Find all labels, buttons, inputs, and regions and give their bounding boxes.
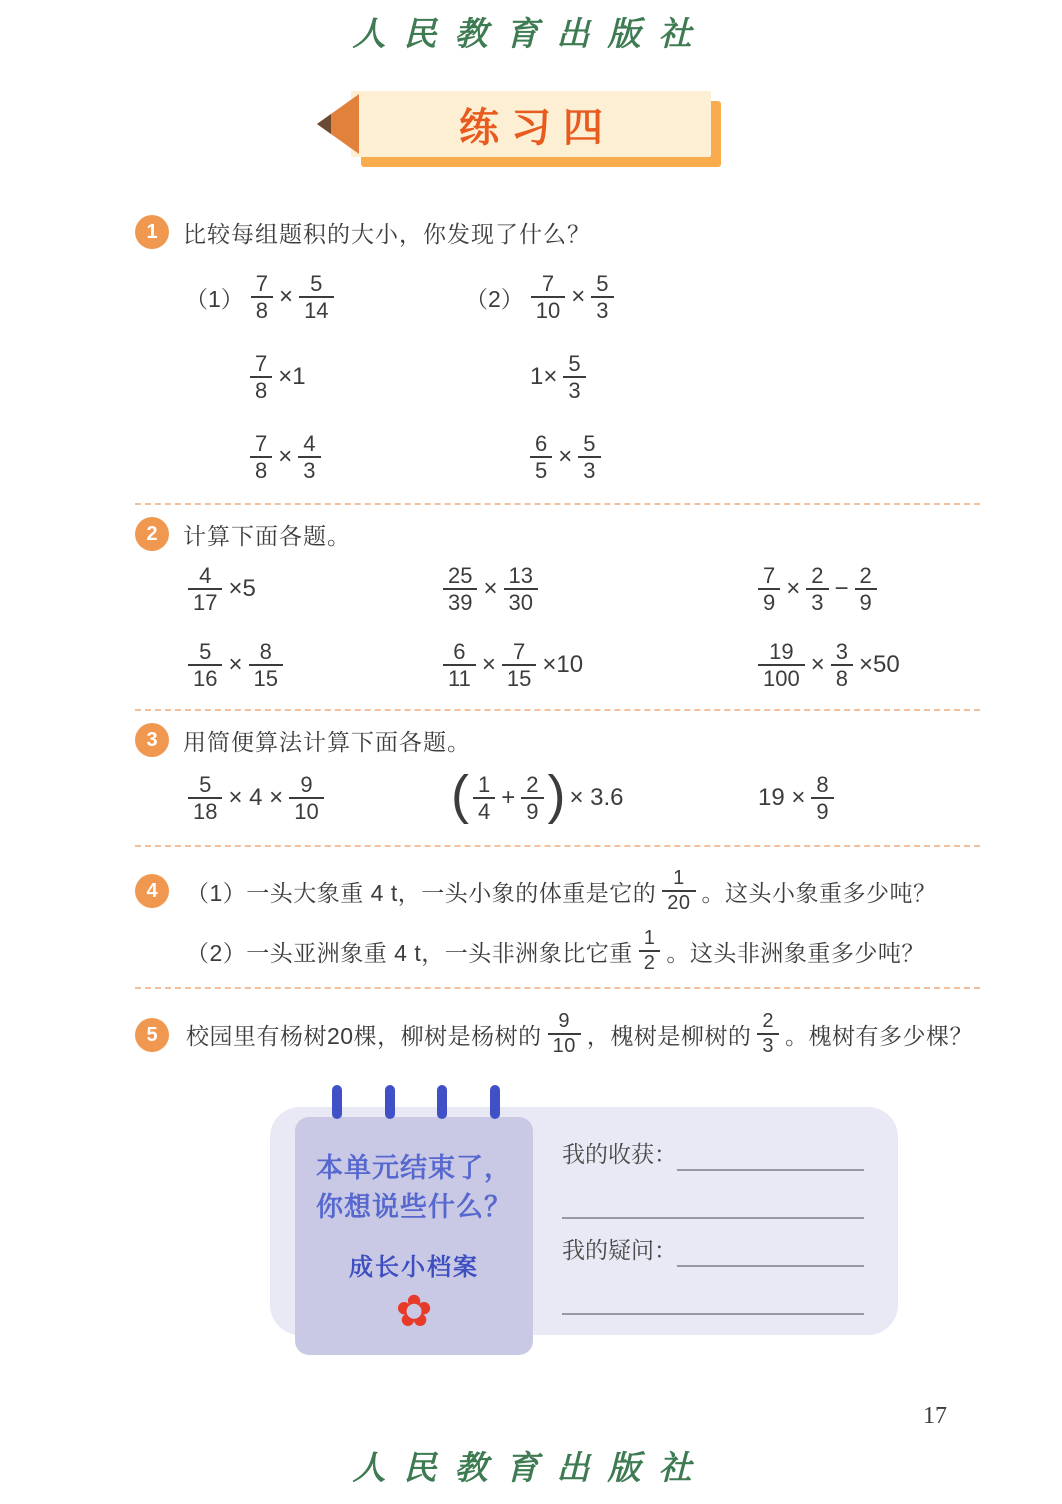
note-card-title-line-2: 你想说些什么？ (316, 1192, 512, 1223)
math-text: （1）一头大象重 4 t，一头小象的体重是它的 (186, 879, 657, 906)
fraction: $\frac{5}{14}$ (299, 271, 333, 324)
problem-4-line-1 (183, 861, 940, 921)
problem-3-badge: 3 (135, 723, 169, 757)
note-card (295, 1117, 533, 1355)
math-expression (247, 431, 324, 484)
math-text: ，槐树是柳树的 (586, 1022, 752, 1049)
fraction: $\frac{3}{8}$ (831, 639, 853, 692)
math-text: × (279, 283, 294, 310)
math-expression (527, 351, 589, 404)
fraction: $\frac{7}{8}$ (250, 351, 272, 404)
math-expression (185, 639, 286, 692)
math-text: 校园里有杨树20棵，柳树是杨树的 (186, 1022, 542, 1049)
math-text: 1× (530, 363, 558, 390)
problem-5-badge: 5 (135, 1018, 169, 1052)
fraction: $\frac{2}{9}$ (521, 772, 543, 825)
problem-3-prompt: 用简便算法计算下面各题。 (183, 728, 471, 755)
math-expression (755, 772, 837, 825)
gain-writing-line (677, 1169, 864, 1171)
math-text: 。这头非洲象重多少吨？ (666, 939, 925, 966)
math-text: ×50 (858, 651, 900, 678)
math-expression (247, 351, 309, 404)
fraction: $\frac{7}{10}$ (531, 271, 565, 324)
math-expression (527, 431, 604, 484)
note-card-title-line-1: 本单元结束了， (316, 1153, 512, 1183)
fraction: $\frac{9}{10}$ (289, 772, 323, 825)
fraction: $\frac{5}{3}$ (591, 271, 613, 324)
fraction: $\frac{6}{5}$ (530, 431, 552, 484)
problem-2 (135, 517, 980, 703)
fraction: $\frac{2}{3}$ (757, 1010, 779, 1058)
math-text: × (228, 651, 243, 678)
math-expression (440, 639, 586, 692)
fraction: $\frac{5}{16}$ (188, 639, 222, 692)
problem-3-expressions (185, 757, 980, 839)
fraction: $\frac{1}{4}$ (473, 772, 495, 825)
math-text: 。槐树有多少棵？ (784, 1022, 973, 1049)
fraction: $\frac{6}{11}$ (443, 639, 476, 692)
title-banner (351, 91, 711, 157)
fraction: $\frac{9}{10}$ (548, 1010, 581, 1058)
problem-4 (135, 861, 980, 981)
fraction: $\frac{2}{3}$ (806, 563, 828, 616)
math-expression (450, 764, 627, 825)
math-expression (185, 563, 259, 616)
binder-pins (332, 1085, 500, 1119)
math-expression (755, 563, 880, 616)
dashed-divider (135, 709, 980, 711)
banner-plate (351, 91, 711, 157)
binder-pin (437, 1085, 447, 1119)
dashed-divider (135, 845, 980, 847)
fraction: $\frac{19}{100}$ (758, 639, 805, 692)
fraction: $\frac{1}{2}$ (639, 927, 661, 975)
fraction: $\frac{7}{8}$ (250, 431, 272, 484)
binder-pin (385, 1085, 395, 1119)
binder-pin (490, 1085, 500, 1119)
problem-4-line-2 (183, 921, 940, 981)
problem-1 (135, 215, 980, 497)
question-writing-line-2 (562, 1313, 864, 1315)
math-text: × (810, 651, 825, 678)
paren: ) (547, 764, 566, 825)
fraction: $\frac{4}{3}$ (298, 431, 320, 484)
math-text: 19 × (758, 784, 806, 811)
publisher-logo-top: 人民教育出版社 (352, 14, 710, 53)
problem-1-badge: 1 (135, 215, 169, 249)
problem-5-line (183, 1005, 976, 1063)
math-text: ×1 (278, 363, 306, 390)
math-expression (248, 271, 337, 324)
group-1-label: （1） (185, 285, 244, 312)
problem-2-prompt: 计算下面各题。 (183, 522, 351, 549)
math-text: × (571, 283, 586, 310)
group-2-label: （2） (465, 285, 524, 312)
math-text: × (481, 651, 496, 678)
pencil-tip-icon (307, 88, 359, 160)
fraction: $\frac{7}{8}$ (251, 271, 273, 324)
question-label: 我的疑问： (562, 1237, 677, 1263)
gain-writing-line-2 (562, 1217, 864, 1219)
math-text: × 3.6 (569, 784, 624, 811)
fraction: $\frac{5}{18}$ (188, 772, 222, 825)
math-text: × 4 × (228, 784, 284, 811)
problem-1-prompt: 比较每组题积的大小，你发现了什么？ (183, 220, 591, 247)
fraction: $\frac{13}{30}$ (504, 563, 538, 616)
math-text: ×10 (542, 651, 584, 678)
page-number: 17 (923, 1403, 947, 1429)
publisher-logo-bottom: 人民教育出版社 (352, 1448, 710, 1487)
problem-1-expressions (185, 257, 980, 497)
problem-3 (135, 723, 980, 839)
gain-label: 我的收获： (562, 1141, 677, 1167)
problem-2-expressions (185, 551, 980, 703)
note-card-subtitle: 成长小档案 (349, 1254, 479, 1282)
note-form (562, 1125, 864, 1315)
problem-4-badge: 4 (135, 874, 169, 908)
question-writing-line (677, 1265, 864, 1267)
note-section (270, 1085, 898, 1377)
problem-2-badge: 2 (135, 517, 169, 551)
math-text: （2）一头亚洲象重 4 t，一头非洲象比它重 (186, 939, 633, 966)
fraction: $\frac{2}{9}$ (855, 563, 877, 616)
flower-icon: ✿ (395, 1287, 433, 1337)
fraction: $\frac{1}{20}$ (662, 867, 695, 915)
math-text: ×5 (228, 575, 256, 602)
dashed-divider (135, 503, 980, 505)
fraction: $\frac{4}{17}$ (188, 563, 222, 616)
math-expression (755, 639, 903, 692)
fraction: $\frac{25}{39}$ (443, 563, 477, 616)
fraction: $\frac{8}{15}$ (249, 639, 283, 692)
math-expression (185, 772, 327, 825)
math-text: + (501, 784, 516, 811)
page-title: 练习四 (459, 105, 615, 150)
math-text: × (786, 575, 801, 602)
math-text: 。这头小象重多少吨？ (701, 879, 937, 906)
binder-pin (332, 1085, 342, 1119)
problem-1-group-2 (465, 257, 745, 497)
page-content (0, 215, 1062, 1377)
fraction: $\frac{8}{9}$ (811, 772, 833, 825)
math-expression (440, 563, 541, 616)
dashed-divider (135, 987, 980, 989)
fraction: $\frac{5}{3}$ (578, 431, 600, 484)
problem-1-group-1 (185, 257, 465, 497)
fraction: $\frac{7}{15}$ (502, 639, 536, 692)
problem-5 (135, 1005, 980, 1063)
math-text: × (558, 443, 573, 470)
math-text: − (834, 575, 849, 602)
fraction: $\frac{7}{9}$ (758, 563, 780, 616)
paren: ( (451, 764, 469, 825)
fraction: $\frac{5}{3}$ (563, 351, 585, 404)
math-expression (528, 271, 617, 324)
math-text: × (483, 575, 498, 602)
math-text: × (278, 443, 293, 470)
